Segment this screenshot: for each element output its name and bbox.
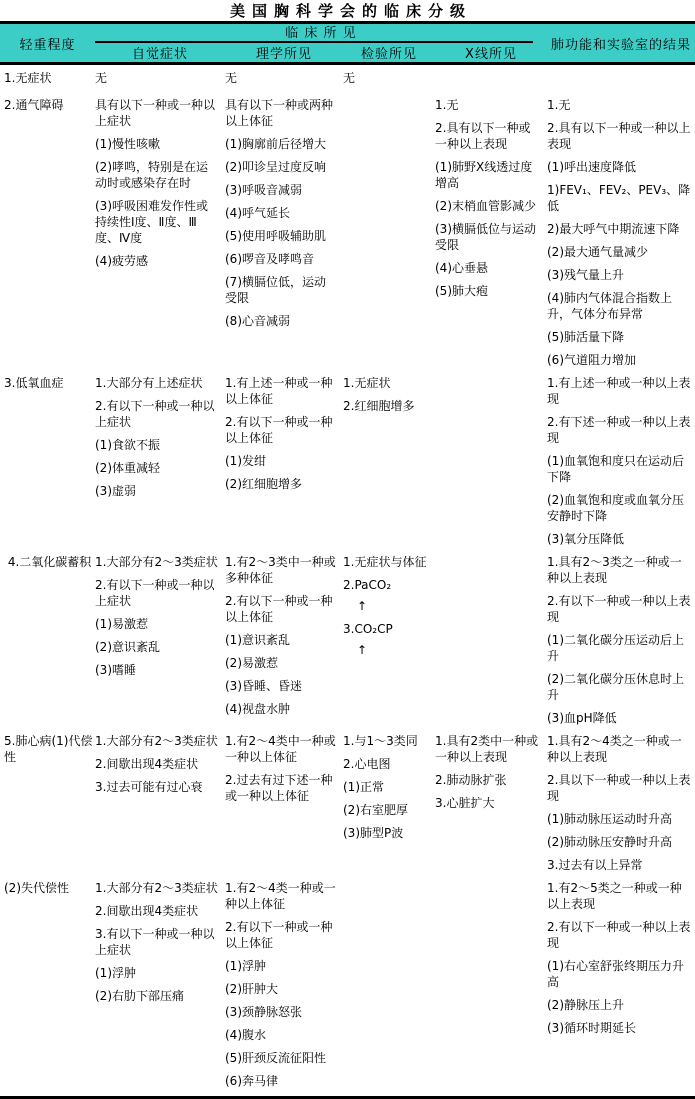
cell-text: (2)最大通气量减少	[547, 245, 648, 259]
cell-text: (4)肺内气体混合指数上升，气体分布异常	[547, 291, 672, 321]
cell-text: (2)易激惹	[225, 656, 278, 670]
cell-text: (1)右心室舒张终期压力升高	[547, 959, 684, 989]
cell-text: 2.有以下一种或一种以上症状	[95, 399, 215, 429]
cell-text: (1)胸廓前后径增大	[225, 137, 326, 151]
cell-physical	[225, 880, 343, 1096]
table-header	[0, 21, 695, 65]
cell-text: 3.过去有以上异常	[547, 858, 643, 872]
cell-text: (1)血氧饱和度只在运动后下降	[547, 454, 684, 484]
cell-text: (1)正常	[343, 780, 384, 794]
cell-text: (4)腹水	[225, 1028, 266, 1042]
cell-text: (2)静脉压上升	[547, 998, 624, 1012]
cell-text: 1.具有2类中一种或一种以上表现	[435, 734, 539, 764]
cell-text: 2.有下述一种或一种以上表现	[547, 415, 691, 445]
cell-text: (4)视盘水肿	[225, 702, 290, 716]
cell-lab-exam	[343, 880, 435, 1096]
cell-text: (2)肝肿大	[225, 982, 278, 996]
cell-self-symptoms	[95, 554, 225, 733]
cell-text: 1.与1～3类同	[343, 734, 418, 748]
cell-text: 1.有上述一种或一种以上体征	[225, 376, 333, 406]
cell-text: (3)昏睡、昏迷	[225, 679, 302, 693]
cell-severity	[0, 70, 95, 97]
header-lab-findings: 检验所见	[360, 47, 417, 62]
cell-text: (1)二氧化碳分压运动后上升	[547, 633, 684, 663]
cell-text: (1)慢性咳嗽	[95, 137, 160, 151]
cell-text: (2)二氧化碳分压休息时上升	[547, 672, 684, 702]
cell-text: 1.有2～4类一种或一种以上体征	[225, 881, 336, 911]
cell-text: 2.有以下一种或一种以上表现	[547, 594, 691, 624]
cell-text: 1.无症状	[343, 376, 391, 390]
cell-text: (6)气道阻力增加	[547, 353, 636, 367]
cell-text: (3)血pH降低	[547, 711, 617, 725]
cell-lung-function	[547, 733, 695, 880]
cell-text: 3.心脏扩大	[435, 796, 495, 810]
cell-text: (2)红细胞增多	[225, 477, 302, 491]
cell-physical	[225, 97, 343, 375]
cell-text: (3)呼吸困难发作性或持续性Ⅰ度、Ⅱ度、Ⅲ度、Ⅳ度	[95, 199, 208, 245]
cell-text: (5)肺大疱	[435, 284, 488, 298]
cell-text: 3.有以下一种或一种以上症状	[95, 927, 215, 957]
cell-text: 无	[343, 71, 356, 85]
cell-text: 1.有2～5类之一种或一种以上表现	[547, 881, 682, 911]
cell-text: (2)血氧饱和度或血氧分压安静时下降	[547, 493, 684, 523]
header-clinical-group	[95, 24, 547, 62]
cell-xray	[435, 70, 547, 97]
cell-text: (4)心垂悬	[435, 261, 488, 275]
table-row	[0, 733, 695, 880]
cell-text: (1)食欲不振	[95, 438, 160, 452]
cell-xray	[435, 554, 547, 733]
cell-text: 2.有以下一种或一种以上表现	[547, 920, 691, 950]
cell-text: (4)呼气延长	[225, 206, 290, 220]
cell-physical	[225, 733, 343, 880]
cell-text: (6)奔马律	[225, 1074, 278, 1088]
cell-text: (2)体重减轻	[95, 461, 160, 475]
cell-lung-function	[547, 70, 695, 97]
cell-text: (1)肺动脉压运动时升高	[547, 812, 672, 826]
cell-text: (2)右室肥厚	[343, 803, 408, 817]
header-severity: 轻重程度	[19, 37, 76, 53]
cell-text: 2.间歇出现4类症状	[95, 904, 199, 918]
up-arrow-glyph: ↑	[357, 643, 368, 657]
cell-text: (3)颈静脉怒张	[225, 1005, 302, 1019]
cell-text: 5.肺心病(1)代偿性	[4, 734, 93, 764]
cell-self-symptoms	[95, 733, 225, 880]
cell-text: 2.间歇出现4类症状	[95, 757, 199, 771]
cell-text: 2.过去有过下述一种或一种以上体征	[225, 773, 333, 803]
header-self-symptoms: 自觉症状	[131, 47, 188, 62]
cell-text: (3)循环时期延长	[547, 1021, 636, 1035]
cell-text: 3.过去可能有过心衰	[95, 780, 203, 794]
cell-text: (3)氧分压降低	[547, 532, 624, 546]
cell-text: 1.有上述一种或一种以上表现	[547, 376, 691, 406]
cell-severity	[0, 880, 95, 1096]
table-title: 美国胸科学会的临床分级	[229, 2, 472, 20]
table-row	[0, 97, 695, 375]
cell-text: 2.红细胞增多	[343, 399, 415, 413]
header-subcolumns	[95, 43, 547, 62]
cell-text: (3)横膈低位与运动受限	[435, 222, 536, 252]
cell-text: 1.大部分有2～3类症状	[95, 555, 218, 569]
cell-text: 具有以下一种或一种以上症状	[95, 98, 216, 128]
table-body	[0, 65, 695, 1099]
cell-text: 2.具以下一种或一种以上表现	[547, 773, 691, 803]
cell-physical	[225, 554, 343, 733]
cell-physical	[225, 70, 343, 97]
cell-lab-exam	[343, 97, 435, 375]
cell-text: (2)末梢血管影减少	[435, 199, 536, 213]
cell-text: (1)意识紊乱	[225, 633, 290, 647]
cell-severity	[0, 375, 95, 554]
cell-text: 1.无	[435, 98, 459, 112]
cell-text: 2.肺动脉扩张	[435, 773, 507, 787]
cell-text: (2)右肋下部压痛	[95, 989, 184, 1003]
table-row	[0, 554, 695, 733]
cell-text: 1.具有2～4类之一种或一种以上表现	[547, 734, 682, 764]
cell-self-symptoms	[95, 375, 225, 554]
cell-text: (3)呼吸音减弱	[225, 183, 302, 197]
cell-xray	[435, 880, 547, 1096]
header-physical-findings: 理学所见	[255, 47, 312, 62]
cell-text: 1.无症状	[4, 71, 52, 85]
cell-self-symptoms	[95, 97, 225, 375]
cell-text: (8)心音减弱	[225, 314, 290, 328]
cell-text: (2)意识紊乱	[95, 640, 160, 654]
cell-text: (2)哮鸣，特别是在运动时或感染存在时	[95, 160, 208, 190]
cell-text: 1.无	[547, 98, 571, 112]
cell-lung-function	[547, 880, 695, 1096]
cell-lung-function	[547, 375, 695, 554]
cell-text: 无	[95, 71, 108, 85]
cell-severity	[0, 554, 95, 733]
cell-text: 2.有以下一种或一种以上症状	[95, 578, 215, 608]
cell-text: 3.低氧血症	[4, 376, 64, 390]
cell-text: 1.具有2～3类之一种或一种以上表现	[547, 555, 682, 585]
cell-text: (2)叩诊呈过度反响	[225, 160, 326, 174]
cell-text: 具有以下一种或两种以上体征	[225, 98, 334, 128]
cell-text: 1.无症状与体征	[343, 555, 427, 569]
cell-text: (1)易激惹	[95, 617, 148, 631]
cell-text: 2.具有以下一种或一种以上表现	[435, 121, 531, 151]
cell-lab-exam	[343, 70, 435, 97]
header-xray-findings: X线所见	[465, 47, 517, 62]
cell-text: (2)肺动脉压安静时升高	[547, 835, 672, 849]
cell-text: (5)使用呼吸辅助肌	[225, 229, 326, 243]
cell-text: 3.CO₂CP	[343, 622, 393, 636]
cell-text: (5)肝颈反流征阳性	[225, 1051, 326, 1065]
cell-text: (1)肺野X线透过度增高	[435, 160, 533, 190]
cell-self-symptoms	[95, 70, 225, 97]
cell-text: 无	[225, 71, 238, 85]
cell-text: 4.二氧化碳蓄积	[4, 555, 92, 569]
up-arrow-glyph: ↑	[357, 599, 368, 613]
cell-text: (3)虚弱	[95, 484, 136, 498]
cell-text: 1.有2～4类中一种或一种以上体征	[225, 734, 336, 764]
cell-lab-exam	[343, 375, 435, 554]
cell-text: 2.有以下一种或一种以上体征	[225, 594, 333, 624]
cell-xray	[435, 733, 547, 880]
cell-lab-exam	[343, 554, 435, 733]
cell-text: (1)发绀	[225, 454, 266, 468]
cell-severity	[0, 733, 95, 880]
cell-self-symptoms	[95, 880, 225, 1096]
cell-text: (3)嗜睡	[95, 663, 136, 677]
cell-text: 2.具有以下一种或一种以上表现	[547, 121, 691, 151]
cell-text: (6)啰音及哮鸣音	[225, 252, 314, 266]
table-row	[0, 880, 695, 1096]
cell-text: (1)浮肿	[95, 966, 136, 980]
table-row	[0, 375, 695, 554]
table-row	[0, 70, 695, 97]
cell-text: (5)肺活量下降	[547, 330, 624, 344]
cell-text: 2.通气障碍	[4, 98, 64, 112]
header-lung-function: 肺功能和实验室的结果	[550, 37, 691, 53]
cell-text: (7)横膈位低，运动受限	[225, 275, 326, 305]
cell-lung-function	[547, 554, 695, 733]
cell-text: 1.大部分有2～3类症状	[95, 734, 218, 748]
cell-physical	[225, 375, 343, 554]
cell-text: (1)浮肿	[225, 959, 266, 973]
cell-text: 2.心电图	[343, 757, 391, 771]
cell-lab-exam	[343, 733, 435, 880]
cell-text: 2)最大呼气中期流速下降	[547, 222, 680, 236]
header-clinical-findings: 临 床 所 见	[285, 26, 357, 41]
cell-xray	[435, 97, 547, 375]
cell-xray	[435, 375, 547, 554]
cell-lung-function	[547, 97, 695, 375]
cell-text: 2.有以下一种或一种以上体征	[225, 415, 333, 445]
cell-text: (1)呼出速度降低	[547, 160, 636, 174]
cell-text: 2.PaCO₂	[343, 578, 392, 592]
cell-text: (3)肺型P波	[343, 826, 404, 840]
cell-text: 1.大部分有上述症状	[95, 376, 203, 390]
cell-text: 2.有以下一种或一种以上体征	[225, 920, 333, 950]
cell-text: (3)残气量上升	[547, 268, 624, 282]
cell-text: 1.有2～3类中一种或多种体征	[225, 555, 336, 585]
cell-text: (2)失代偿性	[4, 881, 69, 895]
cell-text: (4)疲劳感	[95, 254, 148, 268]
cell-text: 1)FEV₁、FEV₂、PEV₃、降低	[547, 183, 691, 213]
cell-text: 1.大部分有2～3类症状	[95, 881, 218, 895]
cell-severity	[0, 97, 95, 375]
